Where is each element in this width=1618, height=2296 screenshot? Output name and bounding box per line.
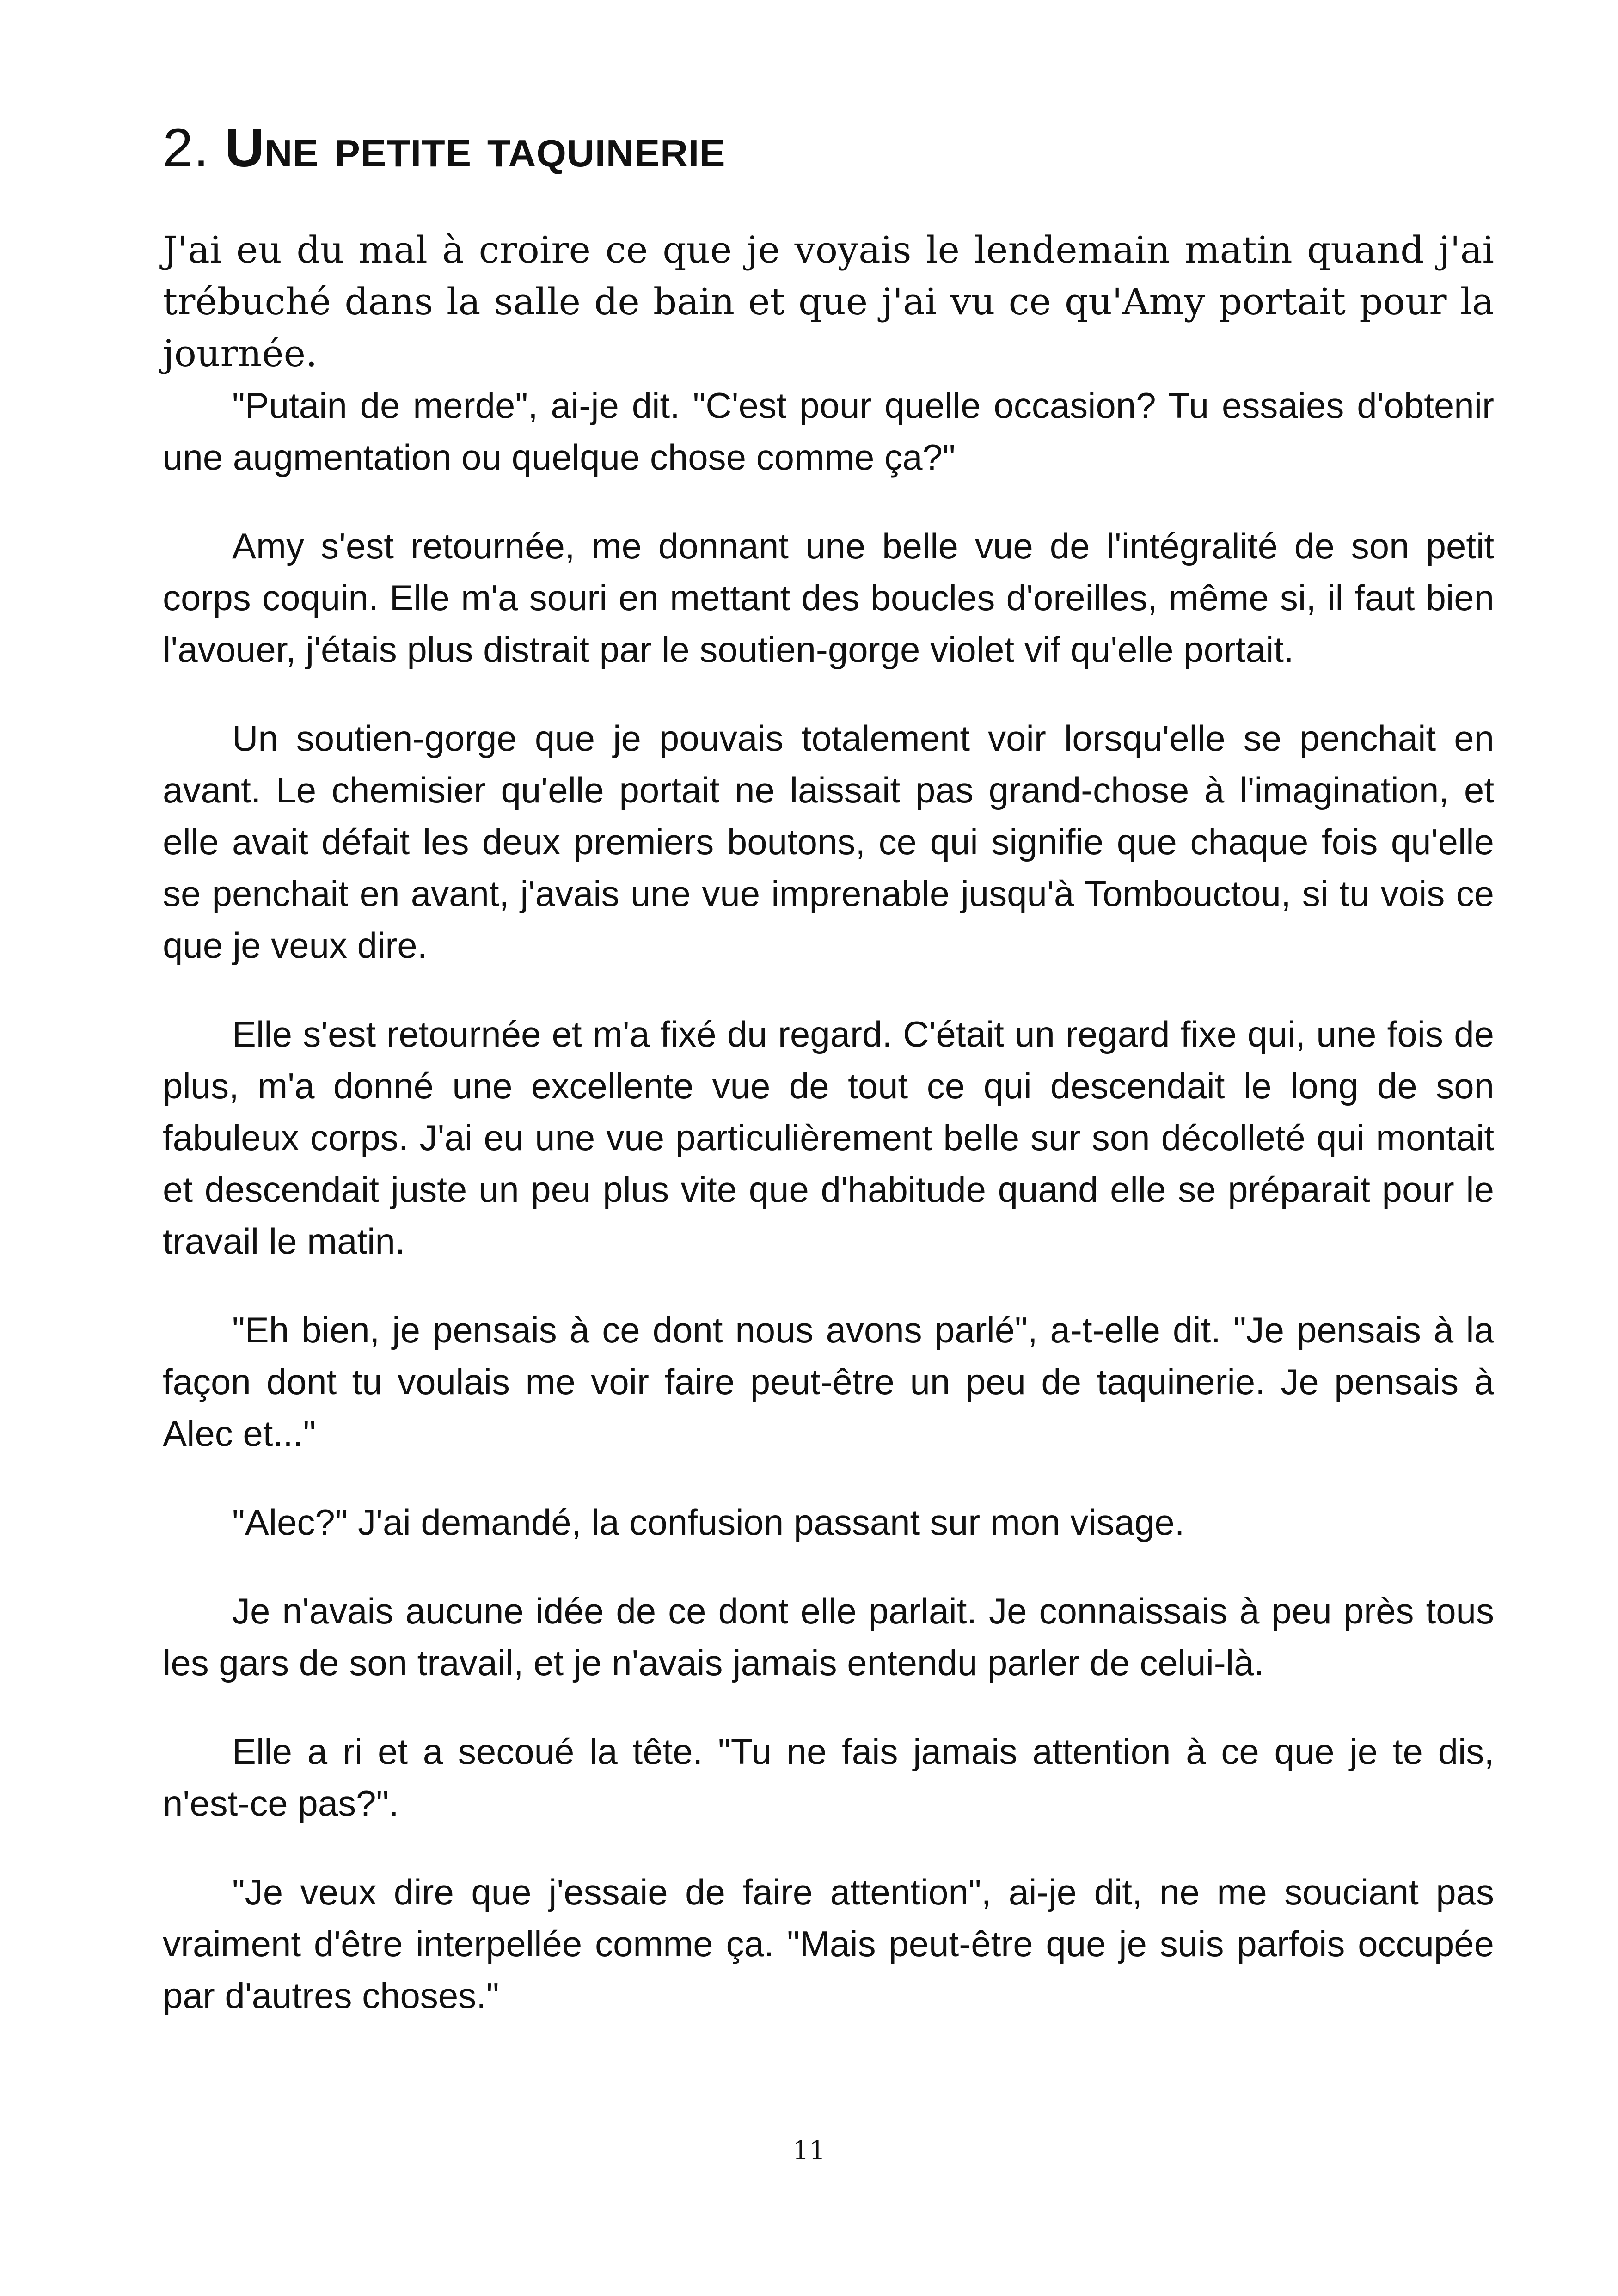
paragraph-7: "Alec?" J'ai demandé, la confusion passant sur mon visage. bbox=[232, 1502, 1185, 1543]
paragraph-2: "Putain de merde", ai-je dit. "C'est pour quelle occasion? Tu essaies d'obtenir une augmentation ou quelque chose comme ça?" bbox=[163, 385, 1494, 478]
paragraph-10: "Je veux dire que j'essaie de faire attention", ai-je dit, ne me souciant pas vraiment d'être interpellée comme ça. "Mais peut-être que je suis parfois occupée par d'autres choses." bbox=[163, 1872, 1494, 2016]
paragraph-8: Je n'avais aucune idée de ce dont elle parlait. Je connaissais à peu près tous les gars de son travail, et je n'avais jamais entendu parler de celui-là. bbox=[163, 1591, 1494, 1683]
paragraph-1: J'ai eu du mal à croire ce que je voyais le lendemain matin quand j'ai trébuché dans la salle de bain et que j'ai vu ce qu'Amy portait pour la journée. bbox=[163, 228, 1494, 375]
paragraph-4: Un soutien-gorge que je pouvais totalement voir lorsqu'elle se penchait en avant. Le chemisier qu'elle portait ne laissait pas grand-chose à l'imagination, et elle avait défait les deux premiers boutons, ce qui signifie que chaque fois qu'elle se penchait en avant, j'avais une vue imprenable jusqu'à Tombouctou, si tu vois ce que je veux dire. bbox=[163, 718, 1494, 966]
page-number: 11 bbox=[792, 2136, 826, 2166]
chapter-number: 2. bbox=[163, 117, 209, 178]
chapter-title: Une petite taquinerie bbox=[225, 117, 726, 178]
paragraph-9: Elle a ri et a secoué la tête. "Tu ne fais jamais attention à ce que je te dis, n'est-ce pas?". bbox=[163, 1731, 1494, 1824]
page-body bbox=[163, 116, 1494, 2021]
paragraph-3: Amy s'est retournée, me donnant une belle vue de l'intégralité de son petit corps coquin. Elle m'a souri en mettant des boucles d'oreilles, même si, il faut bien l'avouer, j'étais plus distrait par le soutien-gorge violet vif qu'elle portait. bbox=[163, 526, 1494, 670]
paragraph-5: Elle s'est retournée et m'a fixé du regard. C'était un regard fixe qui, une fois de plus, m'a donné une excellente vue de tout ce qui descendait le long de son fabuleux corps. J'ai eu une vue particulièrement belle sur son décolleté qui montait et descendait juste un peu plus vite que d'habitude quand elle se préparait pour le travail le matin. bbox=[163, 1014, 1494, 1261]
paragraph-6: "Eh bien, je pensais à ce dont nous avons parlé", a-t-elle dit. "Je pensais à la façon dont tu voulais me voir faire peut-être un peu de taquinerie. Je pensais à Alec et..." bbox=[163, 1310, 1494, 1454]
chapter-heading bbox=[163, 116, 1494, 180]
